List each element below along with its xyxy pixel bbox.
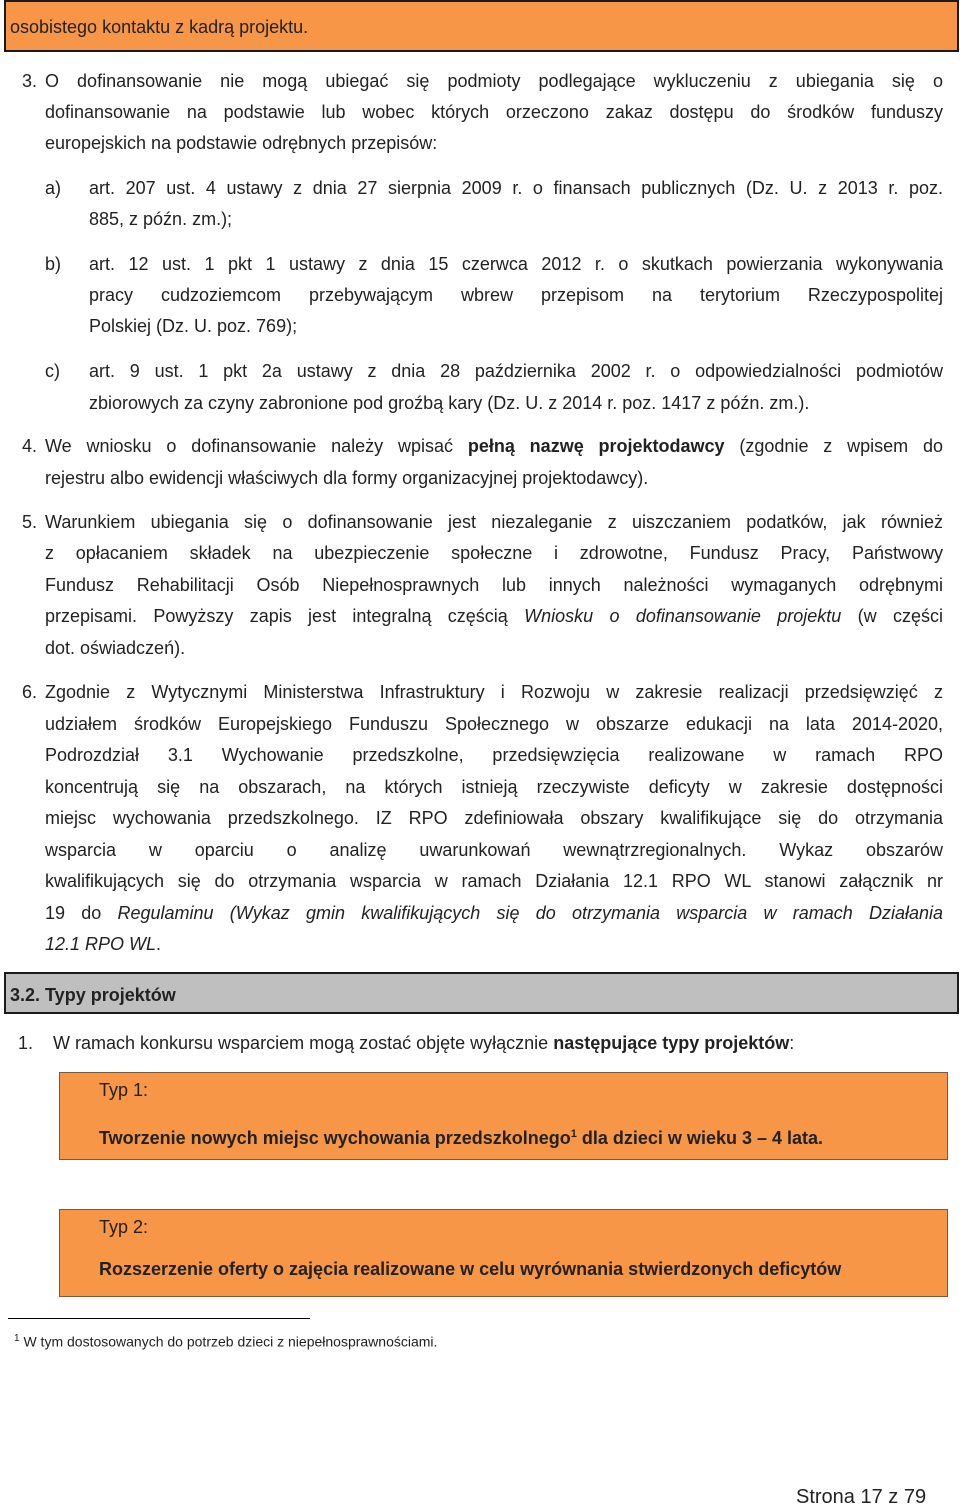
top-box-text: osobistego kontaktu z kadrą projektu. <box>10 17 309 37</box>
item-6-line-6: wsparcia w oparciu o analizę uwarunkowań wewnątrzregionalnych. Wykaz obszarów <box>45 840 943 860</box>
item-3-number: 3. <box>22 71 38 91</box>
item-6-line-8: 19 do Regulaminu (Wykaz gmin kwalifikujących się do otrzymania wsparcia w ramach Działania <box>45 903 943 923</box>
section-title: 3.2. Typy projektów <box>10 985 176 1005</box>
item-6-line-3: Podrozdział 3.1 Wychowanie przedszkolne, przedsięwzięcia realizowane w ramach RPO <box>45 745 943 765</box>
sub-b-line-2: pracy cudzoziemcom przebywającym wbrew przepisom na terytorium Rzeczypospolitej <box>89 285 943 305</box>
section-header <box>4 972 959 1014</box>
item-4-line-1: We wniosku o dofinansowanie należy wpisać pełną nazwę projektodawcy (zgodnie z wpisem do <box>45 436 943 456</box>
sub-b-line-3: Polskiej (Dz. U. poz. 769); <box>89 316 298 336</box>
item-5-line-1: Warunkiem ubiegania się o dofinansowanie jest niezaleganie z uiszczaniem podatków, jak również <box>45 512 943 532</box>
types-intro-bold: następujące typy projektów <box>553 1033 790 1053</box>
item-6-line-5: miejsc wychowania przedszkolnego. IZ RPO zdefiniowała obszary kwalifikujące się do otrzymania <box>45 808 943 828</box>
item-5-line-4: przepisami. Powyższy zapis jest integralną częścią Wniosku o dofinansowanie projektu (w części <box>45 606 943 626</box>
typ-1-box <box>59 1072 948 1160</box>
types-intro-text: W ramach konkursu wsparciem mogą zostać objęte wyłącznie następujące typy projektów: <box>53 1033 795 1053</box>
sub-b-label: b) <box>45 254 62 274</box>
item-6-line-2: udziałem środków Europejskiego Funduszu Społecznego w obszarze edukacji na lata 2014-2020, <box>45 714 943 734</box>
sub-b-line-1: art. 12 ust. 1 pkt 1 ustawy z dnia 15 czerwca 2012 r. o skutkach powierzania wykonywania <box>89 254 943 274</box>
sub-a-line-2: 885, z późn. zm.); <box>89 209 233 229</box>
item-5-number: 5. <box>22 512 38 532</box>
typ-2-label: Typ 2: <box>99 1217 149 1237</box>
sub-a-line-1: art. 207 ust. 4 ustawy z dnia 27 sierpnia 2009 r. o finansach publicznych (Dz. U. z 2013 r. poz. <box>89 178 943 198</box>
top-highlight-box <box>4 0 959 52</box>
footnote: $^1$ W tym dostosowanych do potrzeb dzieci z niepełnosprawnościami. <box>14 1333 438 1350</box>
regulamin-italic: Regulaminu (Wykaz gmin kwalifikujących się do otrzymania wsparcia w ramach Działania <box>117 903 943 923</box>
item-3-line-1: O dofinansowanie nie mogą ubiegać się podmioty podlegające wykluczeniu z ubiegania się o <box>45 71 943 91</box>
item-3-line-3: europejskich na podstawie odrębnych przepisów: <box>45 133 438 153</box>
typ-1-title: Tworzenie nowych miejsc wychowania przedszkolnego$^1$ dla dzieci w wieku 3 – 4 lata. <box>99 1128 824 1148</box>
sub-a-label: a) <box>45 178 62 198</box>
item-3-line-2: dofinansowanie na podstawie lub wobec których orzeczono zakaz dostępu do środków funduszy <box>45 102 943 122</box>
item-4-number: 4. <box>22 436 38 456</box>
typ-2-box <box>59 1209 948 1297</box>
sub-c-line-2: zbiorowych za czyny zabronione pod groźbą kary (Dz. U. z 2014 r. poz. 1417 z późn. zm.). <box>89 393 810 413</box>
rpo-wl-italic: 12.1 RPO WL <box>45 934 157 954</box>
footnote-marker: 1 <box>14 1333 20 1344</box>
item-4-line-2: rejestru albo ewidencji właściwych dla formy organizacyjnej projektodawcy). <box>45 468 649 488</box>
item-6-line-1: Zgodnie z Wytycznymi Ministerstwa Infrastruktury i Rozwoju w zakresie realizacji przedsięwzięć z <box>45 682 943 702</box>
sub-c-label: c) <box>45 361 60 381</box>
sub-c-line-1: art. 9 ust. 1 pkt 2a ustawy z dnia 28 października 2002 r. o odpowiedzialności podmiotów <box>89 361 943 381</box>
typ-1-label: Typ 1: <box>99 1080 149 1100</box>
item-6-line-7: kwalifikujących się do otrzymania wsparcia w ramach Działania 12.1 RPO WL stanowi załącznik nr <box>45 871 943 891</box>
item-6-line-4: koncentrują się na obszarach, na których istnieją rzeczywiste deficyty w zakresie dostępności <box>45 777 943 797</box>
page-number: Strona 17 z 79 <box>796 1486 927 1508</box>
item-5-line-5: dot. oświadczeń). <box>45 638 186 658</box>
item-5-line-3: Fundusz Rehabilitacji Osób Niepełnosprawnych lub innych należności wymaganych odrębnymi <box>45 575 943 595</box>
wniosek-italic: Wniosku o dofinansowanie projektu <box>524 606 842 626</box>
item-5-line-2: z opłacaniem składek na ubezpieczenie społeczne i zdrowotne, Fundusz Pracy, Państwowy <box>45 543 943 563</box>
typ-2-title: Rozszerzenie oferty o zajęcia realizowane w celu wyrównania stwierdzonych deficytów <box>99 1259 842 1279</box>
footnote-divider <box>8 1318 310 1319</box>
item-6-line-9: 12.1 RPO WL. <box>45 934 162 954</box>
item-6-number: 6. <box>22 682 38 702</box>
types-intro-number: 1. <box>18 1033 34 1053</box>
typ-1-footnote-ref: 1 <box>570 1128 577 1140</box>
projektodawca-bold: pełną nazwę projektodawcy <box>467 436 725 456</box>
